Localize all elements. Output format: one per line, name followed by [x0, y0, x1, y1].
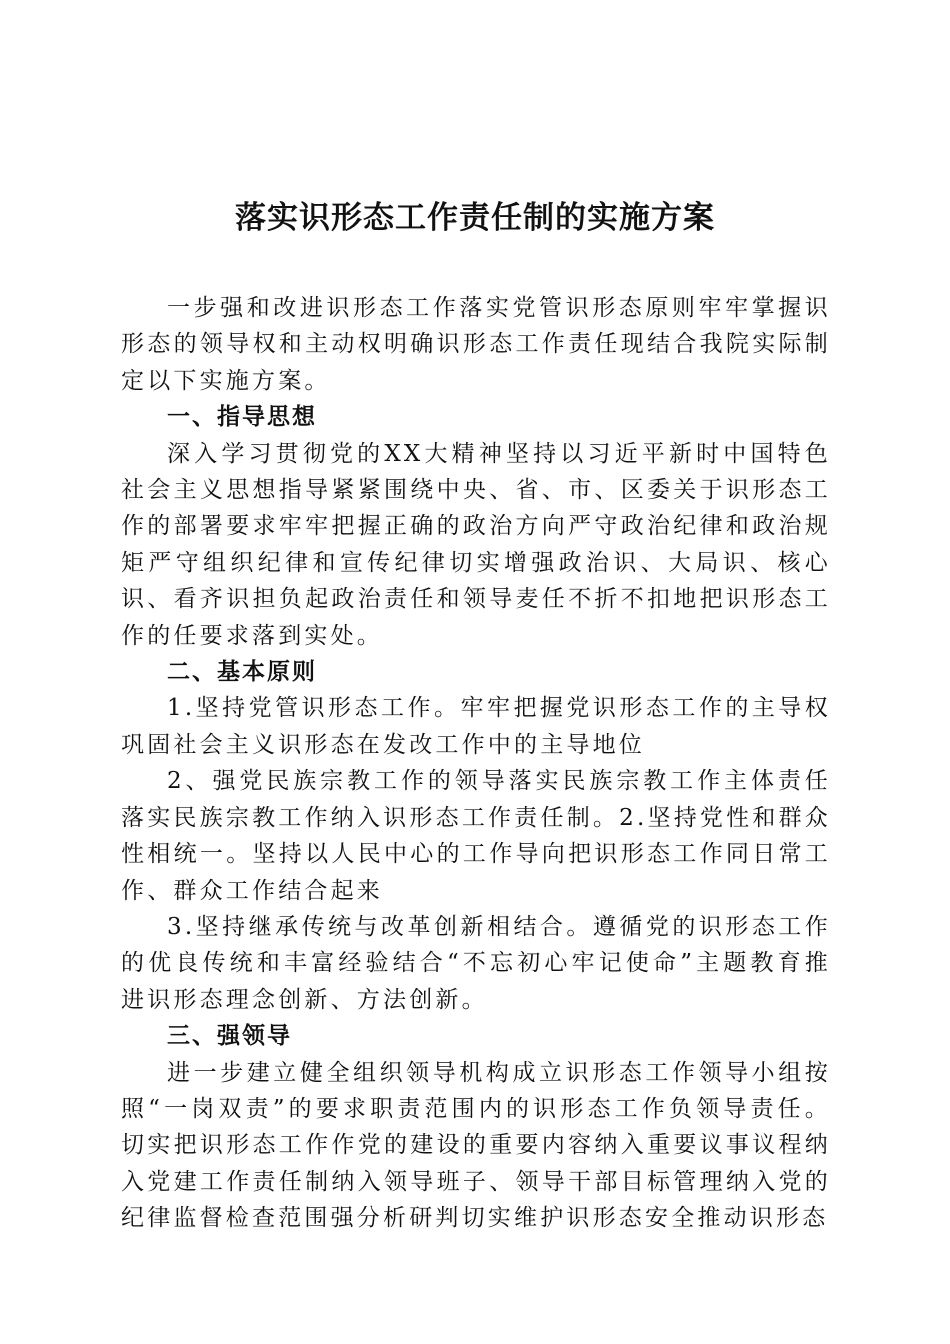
document-body [121, 290, 831, 1237]
principle-paragraph-2: 2、强党民族宗教工作的领导落实民族宗教工作主体责任落实民族宗教工作纳入识形态工作责任制。2.坚持党性和群众性相统一。坚持以人民中心的工作导向把识形态工作同日常工作、群众工作结合起来 [121, 768, 831, 904]
section-heading-basic-principles: 二、基本原则 [167, 659, 317, 686]
principle-paragraph-3: 3.坚持继承传统与改革创新相结合。遵循党的识形态工作的优良传统和丰富经验结合“不忘初心牢记使命”主题教育推进识形态理念创新、方法创新。 [121, 913, 831, 1013]
principle-paragraph-1: 1.坚持党管识形态工作。牢牢把握党识形态工作的主导权巩固社会主义识形态在发改工作中的主导地位 [121, 695, 831, 758]
intro-paragraph: 一步强和改进识形态工作落实党管识形态原则牢牢掌握识形态的领导权和主动权明确识形态工作责任现结合我院实际制定以下实施方案。 [121, 295, 831, 394]
leadership-paragraph: 进一步建立健全组织领导机构成立识形态工作领导小组按照“一岗双责”的要求职责范围内的识形态工作负领导责任。切实把识形态工作作党的建设的重要内容纳入重要议事议程纳入党建工作责任制纳入领导班子、领导干部目标管理纳入党的纪律监督检查范围强分析研判切实维护识形态安全推动识形态 [121, 1059, 831, 1232]
section-heading-guiding-ideology: 一、指导思想 [167, 404, 317, 431]
guiding-ideology-paragraph: 深入学习贯彻党的XX大精神坚持以习近平新时中国特色社会主义思想指导紧紧围绕中央、省、市、区委关于识形态工作的部署要求牢牢把握正确的政治方向严守政治纪律和政治规矩严守组织纪律和宣传纪律切实增强政治识、大局识、核心识、看齐识担负起政治责任和领导麦任不折不扣地把识形态工作的任要求落到实处。 [121, 440, 831, 649]
document-title: 落实识形态工作责任制的实施方案 [235, 200, 715, 236]
section-heading-leadership: 三、强领导 [167, 1023, 292, 1050]
